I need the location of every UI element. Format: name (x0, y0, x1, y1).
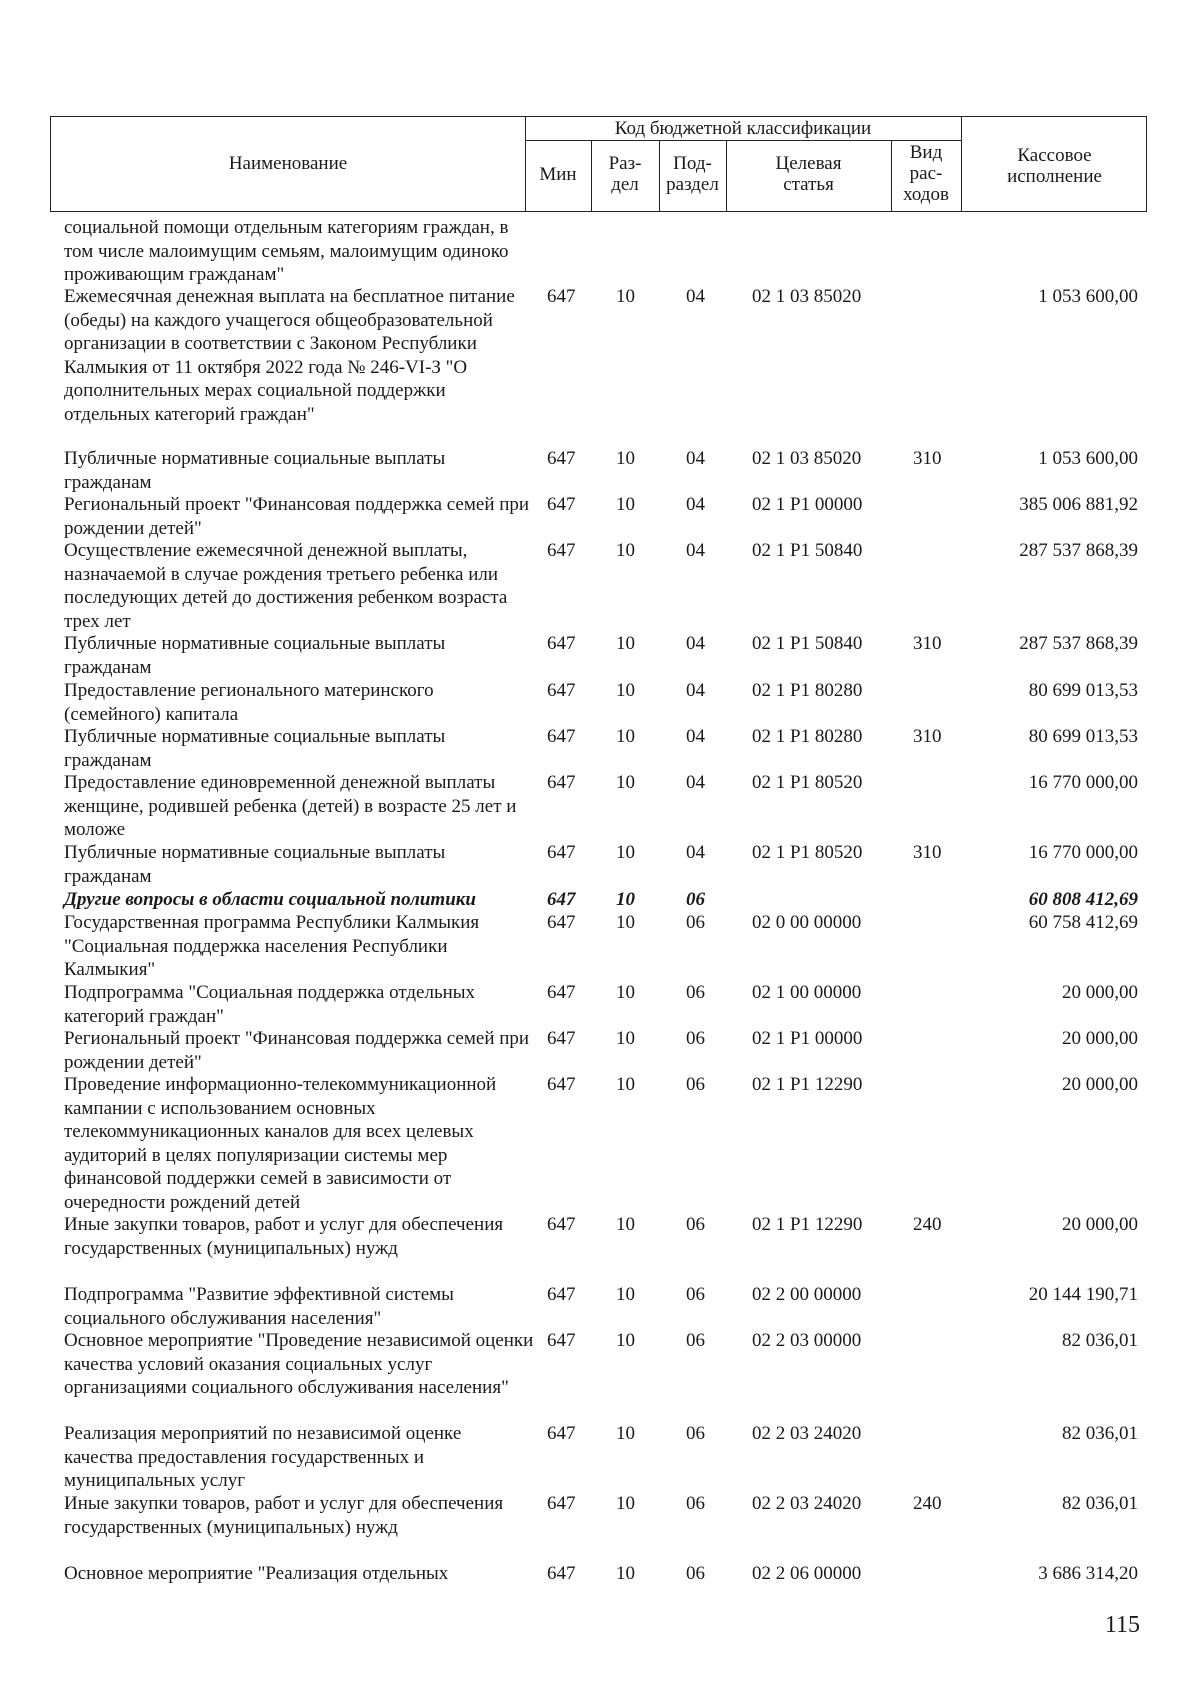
row-min: 647 (547, 540, 576, 561)
row-celevaya: 02 1 P1 80520 (752, 772, 863, 793)
row-podrazdel: 06 (686, 1493, 705, 1514)
row-sum: 1 053 600,00 (1038, 448, 1138, 469)
row-razdel: 10 (616, 1493, 635, 1514)
row-razdel: 10 (616, 540, 635, 561)
row-min: 647 (547, 680, 576, 701)
row-celevaya: 02 1 03 85020 (752, 286, 862, 307)
header-razdel (591, 153, 659, 195)
row-min: 647 (547, 286, 576, 307)
row-razdel: 10 (616, 772, 635, 793)
row-min: 647 (547, 842, 576, 863)
row-razdel: 10 (616, 1214, 635, 1235)
row-sum: 3 686 314,20 (1038, 1563, 1138, 1584)
row-vid: 240 (913, 1214, 942, 1235)
row-vid: 240 (913, 1493, 942, 1514)
row-razdel: 10 (616, 1563, 635, 1584)
row-name: Предоставление регионального материнского (семейного) капитала (64, 680, 434, 725)
row-name: Иные закупки товаров, работ и услуг для обеспечения государственных (муниципальных) нужд (64, 1214, 504, 1259)
row-podrazdel: 04 (686, 494, 705, 515)
row-celevaya: 02 1 P1 00000 (752, 1028, 863, 1049)
row-min: 647 (547, 494, 576, 515)
row-celevaya: 02 1 P1 80520 (752, 842, 863, 863)
row-celevaya: 02 1 P1 80280 (752, 726, 863, 747)
row-name: Основное мероприятие "Проведение независимой оценки качества условий оказания социальных услуг организациями социального обслуживания населения" (64, 1330, 534, 1399)
row-name: Иные закупки товаров, работ и услуг для обеспечения государственных (муниципальных) нужд (64, 1493, 504, 1538)
row-name: Проведение информационно-телекоммуникационной кампании с использованием основных телекоммуникационных каналов для всех целевых аудиторий в целях популяризации системы мер финансовой поддержки семей в зависимости от очередности рождений детей (64, 1074, 497, 1213)
row-min: 647 (547, 1074, 576, 1095)
row-celevaya: 02 2 00 00000 (752, 1284, 862, 1305)
row-name: Публичные нормативные социальные выплаты гражданам (64, 633, 446, 678)
row-min: 647 (547, 1214, 576, 1235)
row-podrazdel: 04 (686, 633, 705, 654)
row-min: 647 (547, 1284, 576, 1305)
row-celevaya: 02 1 P1 12290 (752, 1214, 863, 1235)
row-podrazdel: 04 (686, 448, 705, 469)
row-razdel: 10 (616, 912, 635, 933)
row-name: Региональный проект "Финансовая поддержка семей при рождении детей" (64, 494, 530, 539)
row-name: Реализация мероприятий по независимой оценке качества предоставления государственных и муниципальных услуг (64, 1423, 462, 1492)
row-sum: 20 000,00 (1062, 1214, 1138, 1235)
row-razdel: 10 (616, 633, 635, 654)
row-razdel: 10 (616, 1284, 635, 1305)
row-min: 647 (547, 889, 576, 910)
row-podrazdel: 06 (686, 1330, 705, 1351)
row-podrazdel: 06 (686, 982, 705, 1003)
row-name: Публичные нормативные социальные выплаты гражданам (64, 842, 446, 887)
row-min: 647 (547, 982, 576, 1003)
row-celevaya: 02 1 P1 80280 (752, 680, 863, 701)
row-celevaya: 02 1 03 85020 (752, 448, 862, 469)
row-razdel: 10 (616, 842, 635, 863)
row-razdel: 10 (616, 286, 635, 307)
header-kassa-line2: исполнение (1007, 166, 1102, 187)
row-podrazdel: 04 (686, 540, 705, 561)
row-sum: 385 006 881,92 (1019, 494, 1138, 515)
row-celevaya: 02 1 P1 50840 (752, 540, 863, 561)
row-podrazdel: 06 (686, 1423, 705, 1444)
row-celevaya: 02 2 06 00000 (752, 1563, 862, 1584)
row-sum: 16 770 000,00 (1028, 772, 1138, 793)
row-podrazdel: 04 (686, 842, 705, 863)
row-celevaya: 02 2 03 24020 (752, 1493, 862, 1514)
row-podrazdel: 06 (686, 1074, 705, 1095)
row-min: 647 (547, 448, 576, 469)
header-vid (891, 142, 961, 205)
row-podrazdel: 04 (686, 772, 705, 793)
row-sum: 287 537 868,39 (1019, 540, 1138, 561)
row-min: 647 (547, 1423, 576, 1444)
row-razdel: 10 (616, 680, 635, 701)
header-celevaya-line2: статья (783, 174, 834, 195)
row-podrazdel: 06 (686, 1028, 705, 1049)
row-razdel: 10 (616, 1330, 635, 1351)
header-vid-line3: ходов (903, 184, 949, 205)
row-razdel: 10 (616, 1423, 635, 1444)
table-header (50, 116, 1147, 212)
row-min: 647 (547, 633, 576, 654)
row-razdel: 10 (616, 494, 635, 515)
header-kbk-group: Код бюджетной классификации (614, 118, 872, 139)
row-vid: 310 (913, 842, 942, 863)
row-sum: 60 758 412,69 (1028, 912, 1138, 933)
header-celevaya-line1: Целевая (775, 153, 842, 174)
row-podrazdel: 06 (686, 1284, 705, 1305)
header-razdel-line1: Раз- (608, 153, 642, 174)
row-sum: 1 053 600,00 (1038, 286, 1138, 307)
row-sum: 80 699 013,53 (1028, 680, 1138, 701)
row-podrazdel: 06 (686, 889, 705, 910)
header-min: Мин (539, 164, 577, 185)
header-kassa-line1: Кассовое (1017, 145, 1092, 166)
row-sum: 80 699 013,53 (1028, 726, 1138, 747)
row-razdel: 10 (616, 982, 635, 1003)
header-name: Наименование (228, 153, 348, 174)
header-vid-line1: Вид (909, 142, 943, 163)
row-name: социальной помощи отдельным категориям граждан, в том числе малоимущим семьям, малоимущим одиноко проживающим гражданам" (64, 217, 509, 286)
row-celevaya: 02 0 00 00000 (752, 912, 862, 933)
row-vid: 310 (913, 633, 942, 654)
row-razdel: 10 (616, 448, 635, 469)
row-vid: 310 (913, 726, 942, 747)
row-name: Подпрограмма "Социальная поддержка отдельных категорий граждан" (64, 982, 476, 1027)
row-name: Ежемесячная денежная выплата на бесплатное питание (обеды) на каждого учащегося общеобразовательной организации в соответствии с Законом Республики Калмыкия от 11 октября 2022 года № 246-VI-З "О дополнительных мерах социальной поддержки отдельных категорий граждан" (64, 286, 515, 425)
row-name: Осуществление ежемесячной денежной выплаты, назначаемой в случае рождения третьего ребенка или последующих детей до достижения ребенком возраста трех лет (64, 540, 508, 632)
header-podrazdel-line2: раздел (666, 174, 719, 195)
row-name: Подпрограмма "Развитие эффективной системы социального обслуживания населения" (64, 1284, 454, 1329)
row-podrazdel: 06 (686, 1214, 705, 1235)
row-sum: 20 000,00 (1062, 982, 1138, 1003)
row-sum: 20 144 190,71 (1028, 1284, 1138, 1305)
row-razdel: 10 (616, 726, 635, 747)
row-name: Предоставление единовременной денежной выплаты женщине, родившей ребенка (детей) в возрасте 25 лет и моложе (64, 772, 517, 841)
page-number: 115 (1104, 1612, 1140, 1638)
row-podrazdel: 06 (686, 912, 705, 933)
row-sum: 82 036,01 (1062, 1423, 1138, 1444)
row-min: 647 (547, 726, 576, 747)
row-name: Публичные нормативные социальные выплаты гражданам (64, 448, 446, 493)
row-sum: 82 036,01 (1062, 1493, 1138, 1514)
row-sum: 20 000,00 (1062, 1028, 1138, 1049)
row-celevaya: 02 1 00 00000 (752, 982, 862, 1003)
row-name: Другие вопросы в области социальной политики (64, 889, 476, 910)
row-name: Основное мероприятие "Реализация отдельных (64, 1563, 449, 1584)
row-razdel: 10 (616, 1028, 635, 1049)
header-kassa (961, 145, 1148, 187)
row-sum: 60 808 412,69 (1028, 889, 1138, 910)
row-sum: 287 537 868,39 (1019, 633, 1138, 654)
row-name: Публичные нормативные социальные выплаты гражданам (64, 726, 446, 771)
row-min: 647 (547, 912, 576, 933)
row-name: Государственная программа Республики Калмыкия "Социальная поддержка населения Республики Калмыкия" (64, 912, 480, 981)
header-vid-line2: рас- (909, 163, 943, 184)
row-name: Региональный проект "Финансовая поддержка семей при рождении детей" (64, 1028, 530, 1073)
row-podrazdel: 04 (686, 680, 705, 701)
header-celevaya (726, 153, 891, 195)
header-podrazdel-line1: Под- (673, 153, 712, 174)
row-razdel: 10 (616, 1074, 635, 1095)
row-sum: 16 770 000,00 (1028, 842, 1138, 863)
row-vid: 310 (913, 448, 942, 469)
row-razdel: 10 (616, 889, 635, 910)
row-celevaya: 02 1 P1 50840 (752, 633, 863, 654)
row-min: 647 (547, 1330, 576, 1351)
row-podrazdel: 04 (686, 286, 705, 307)
header-podrazdel (659, 153, 726, 195)
row-sum: 20 000,00 (1062, 1074, 1138, 1095)
row-min: 647 (547, 1493, 576, 1514)
row-min: 647 (547, 1563, 576, 1584)
row-min: 647 (547, 1028, 576, 1049)
row-podrazdel: 06 (686, 1563, 705, 1584)
row-celevaya: 02 2 03 00000 (752, 1330, 862, 1351)
row-celevaya: 02 1 P1 00000 (752, 494, 863, 515)
row-min: 647 (547, 772, 576, 793)
row-sum: 82 036,01 (1062, 1330, 1138, 1351)
row-celevaya: 02 2 03 24020 (752, 1423, 862, 1444)
row-celevaya: 02 1 P1 12290 (752, 1074, 863, 1095)
row-podrazdel: 04 (686, 726, 705, 747)
header-razdel-line2: дел (611, 174, 639, 195)
